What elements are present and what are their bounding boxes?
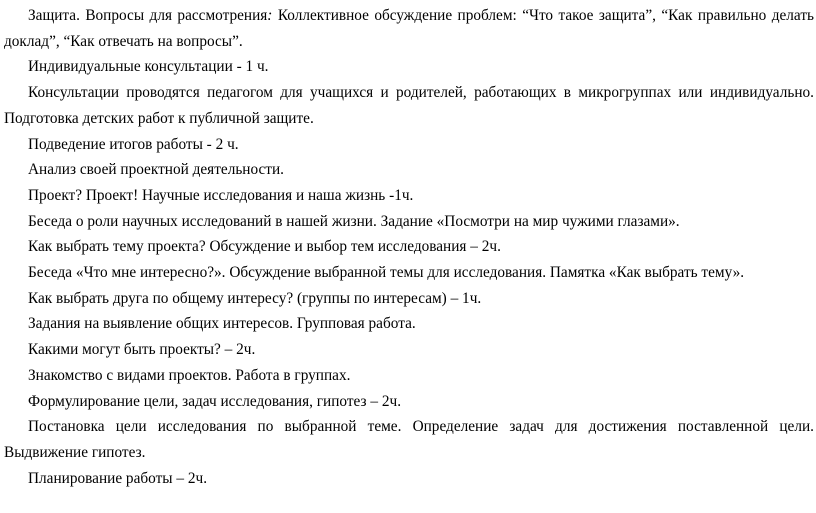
paragraph-defense-questions: [4, 3, 814, 54]
paragraph-analysis: Анализ своей проектной деятельности.: [28, 161, 284, 179]
paragraph-consultations-description: Консультации проводятся педагогом для учащихся и родителей, работающих в микрогруппах или индивидуально. Подготовка детских работ к публичной защите.: [4, 84, 814, 127]
paragraph-lead: Защита. Вопросы для рассмотрения: [28, 7, 268, 24]
document-body: [4, 3, 814, 491]
paragraph-goal-formulation: Формулирование цели, задач исследования, гипотез – 2ч.: [28, 392, 402, 410]
paragraph-project-kinds: Знакомство с видами проектов. Работа в группах.: [28, 366, 351, 384]
paragraph-goal-setting: Постановка цели исследования по выбранной теме. Определение задач для достижения поставленной цели. Выдвижение гипотез.: [4, 418, 814, 461]
paragraph-lead-colon: :: [267, 7, 273, 24]
paragraph-choose-topic: Как выбрать тему проекта? Обсуждение и выбор тем исследования – 2ч.: [28, 238, 501, 256]
paragraph-choose-friend: Как выбрать друга по общему интересу? (группы по интересам) – 1ч.: [28, 289, 482, 307]
paragraph-interesting: Беседа «Что мне интересно?». Обсуждение выбранной темы для исследования. Памятка «Как выбрать тему».: [28, 264, 745, 282]
paragraph-project-research: Проект? Проект! Научные исследования и наша жизнь -1ч.: [28, 186, 414, 204]
paragraph-summing-up: Подведение итогов работы - 2 ч.: [28, 135, 239, 153]
paragraph-conversation-research: Беседа о роли научных исследований в нашей жизни. Задание «Посмотри на мир чужими глазами».: [28, 212, 680, 230]
paragraph-planning: Планирование работы – 2ч.: [28, 469, 208, 487]
paragraph-text: Коллективное обсуждение проблем: “Что такое защита”, “Как правильно делать доклад”, “Как отвечать на вопросы”.: [4, 7, 814, 50]
paragraph-common-interests: Задания на выявление общих интересов. Групповая работа.: [28, 315, 416, 333]
paragraph-individual-consultations: Индивидуальные консультации - 1 ч.: [28, 58, 269, 76]
paragraph-project-types: Какими могут быть проекты? – 2ч.: [28, 341, 256, 359]
